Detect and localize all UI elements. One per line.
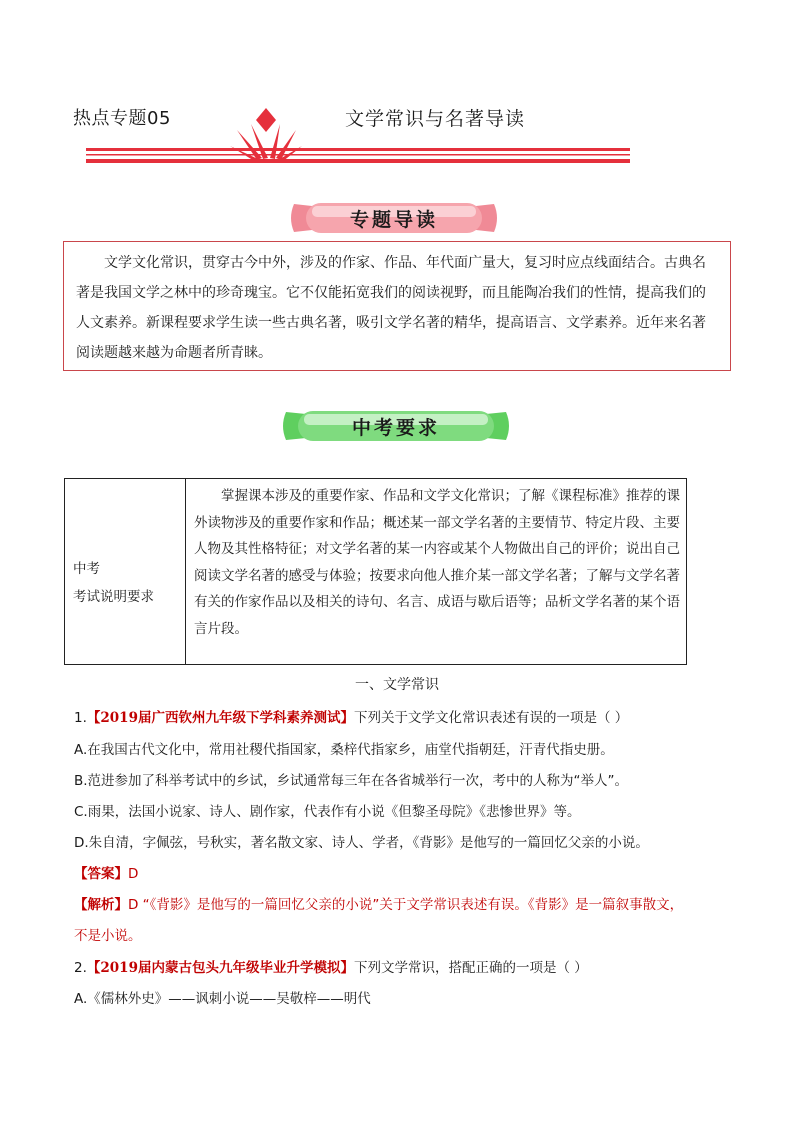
question-2-text: 下列文学常识，搭配正确的一项是（ ） (353, 960, 588, 976)
requirements-content-cell: 掌握课本涉及的重要作家、作品和文学文化常识；了解《课程标准》推荐的课外读物涉及的重要作家和作品；概述某一部文学名著的主要情节、特定片段、主要人物及其性格特征；对文学名著的某一内容或某个人物做出自己的评价；说出自己阅读文学名著的感受与体验；按要求向他人推介某一部文学名著；了解与文学名著有关的作家作品以及相关的诗句、名言、成语与歇后语等；品析文学名著的某个语言片段。 (194, 488, 680, 637)
requirements-label-cell (65, 479, 186, 664)
question-1-source-open: 【 (86, 710, 101, 726)
analysis-text-line1: D “《背影》是他写的一篇回忆父亲的小说”关于文学常识表述有误。《背影》是一篇叙事散文， (128, 897, 684, 913)
question-1-number: 1. (74, 710, 87, 726)
requirements-table (64, 478, 687, 665)
question-1-answer (74, 862, 138, 882)
intro-paragraph: 文学文化常识，贯穿古今中外，涉及的作家、作品、年代面广量大，复习时应点线面结合。古典名著是我国文学之林中的珍奇瑰宝。它不仅能拓宽我们的阅读视野，而且能陶冶我们的性情，提高我们的人文素养。新课程要求学生读一些古典名著，吸引文学名著的精华，提高语言、文学素养。近年来名著阅读题越来越为命题者所青睐。 (76, 255, 706, 361)
question-1-option-d: D.朱自清，字佩弦，号秋实，著名散文家、诗人、学者，《背影》是他写的一篇回忆父亲的小说。 (74, 835, 649, 851)
question-2-option-a: A.《儒林外史》——讽刺小说——吴敬梓——明代 (74, 991, 371, 1007)
requirements-label-line1: 中考 (73, 560, 100, 577)
question-1-text: 下列关于文学文化常识表述有误的一项是（ ） (353, 710, 629, 726)
question-1-option-c: C.雨果，法国小说家、诗人、剧作家，代表作有小说《但黎圣母院》《悲惨世界》等。 (74, 804, 581, 820)
question-1-analysis-line2: 不是小说。 (74, 928, 142, 944)
document-topic-title: 文学常识与名著导读 (345, 108, 526, 130)
question-2-number: 2. (74, 960, 87, 976)
intro-banner-label: 专题导读 (349, 208, 438, 231)
question-2-source: 2019届内蒙古包头九年级毕业升学模拟 (100, 960, 341, 976)
question-1-option-a: A.在我国古代文化中，常用社稷代指国家，桑梓代指家乡，庙堂代指朝廷，汗青代指史册。 (74, 742, 614, 758)
question-1-analysis (74, 893, 683, 913)
question-2-stem (74, 956, 588, 976)
analysis-label: 【解析】 (74, 897, 128, 913)
requirements-label-line2: 考试说明要求 (73, 588, 154, 605)
section-title: 一、文学常识 (355, 677, 439, 693)
question-2-source-open: 【 (86, 960, 101, 976)
question-1-source-close: 】 (340, 710, 354, 726)
answer-value: D (128, 866, 139, 882)
document-series-title: 热点专题05 (73, 108, 171, 129)
question-1-option-b: B.范进参加了科举考试中的乡试，乡试通常每三年在各省城举行一次，考中的人称为“举人”。 (74, 773, 629, 789)
intro-banner (288, 200, 500, 236)
requirements-banner-label: 中考要求 (351, 416, 440, 439)
answer-label: 【答案】 (74, 866, 128, 882)
requirements-banner (280, 408, 512, 444)
question-2-source-close: 】 (340, 960, 354, 976)
question-1-source: 2019届广西钦州九年级下学科素养测试 (100, 710, 341, 726)
question-1-stem (74, 706, 628, 726)
intro-box (63, 241, 731, 371)
